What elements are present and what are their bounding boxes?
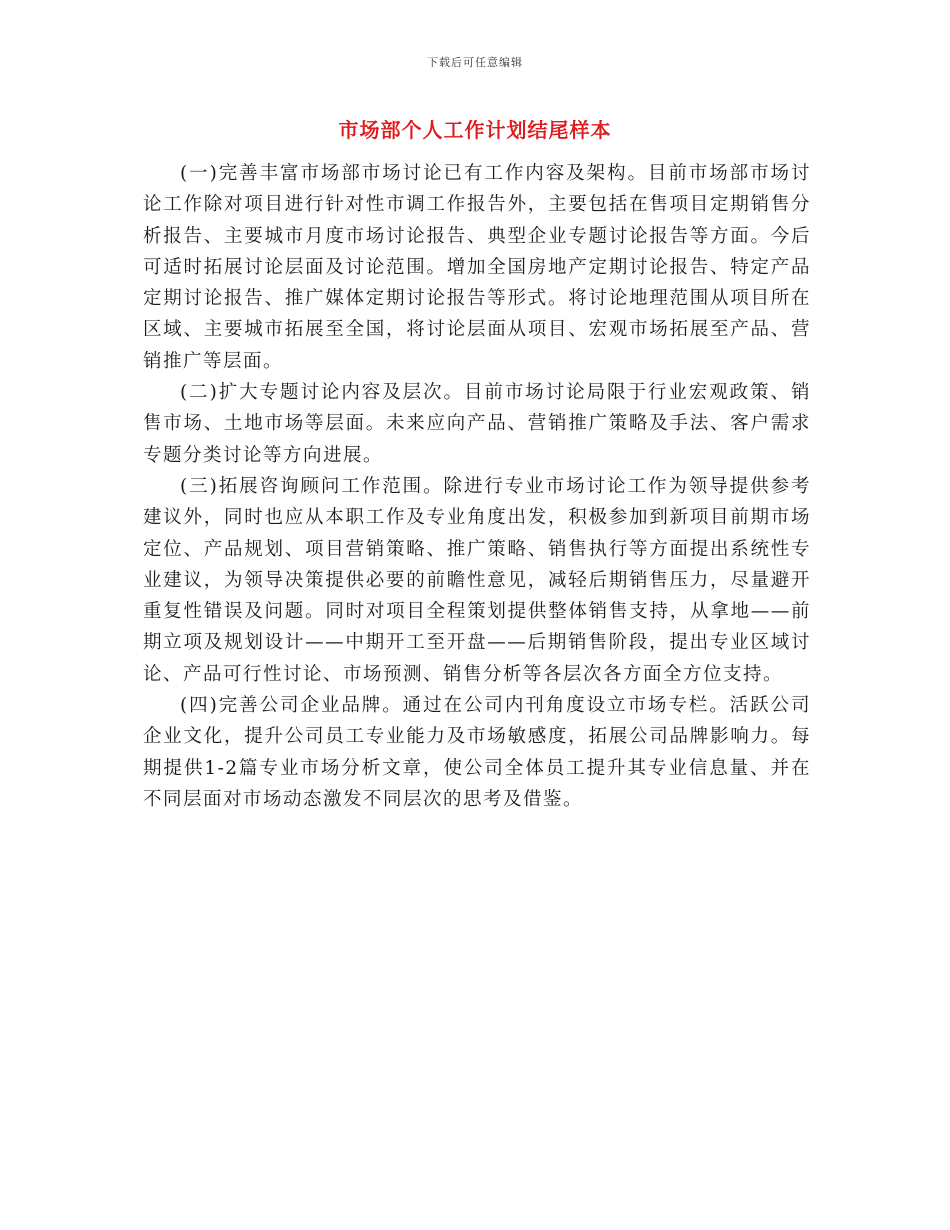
document-title: 市场部个人工作计划结尾样本 bbox=[338, 118, 612, 142]
paragraph-3: (三)拓展咨询顾问工作范围。除进行专业市场讨论工作为领导提供参考建议外，同时也应从本职工作及专业角度出发，积极参加到新项目前期市场定位、产品规划、项目营销策略、推广策略、销售执行等方面提出系统性专业建议，为领导决策提供必要的前瞻性意见，减轻后期销售压力，尽量避开重复性错误及问题。同时对项目全程策划提供整体销售支持，从拿地——前期立项及规划设计——中期开工至开盘——后期销售阶段，提出专业区域讨论、产品可行性讨论、市场预测、销售分析等各层次各方面全方位支持。 bbox=[143, 475, 811, 685]
page-header-note: 下载后可任意编辑 bbox=[427, 56, 523, 69]
paragraph-4: (四)完善公司企业品牌。通过在公司内刊角度设立市场专栏。活跃公司企业文化，提升公司员工专业能力及市场敏感度，拓展公司品牌影响力。每期提供1-2篇专业市场分析文章，使公司全体员工提升其专业信息量、并在不同层面对市场动态激发不同层次的思考及借鉴。 bbox=[143, 695, 811, 810]
paragraph-1: (一)完善丰富市场部市场讨论已有工作内容及架构。目前市场部市场讨论工作除对项目进行针对性市调工作报告外，主要包括在售项目定期销售分析报告、主要城市月度市场讨论报告、典型企业专题讨论报告等方面。今后可适时拓展讨论层面及讨论范围。增加全国房地产定期讨论报告、特定产品定期讨论报告、推广媒体定期讨论报告等形式。将讨论地理范围从项目所在区域、主要城市拓展至全国，将讨论层面从项目、宏观市场拓展至产品、营销推广等层面。 bbox=[143, 163, 811, 372]
document-body bbox=[143, 158, 811, 815]
paragraph-2: (二)扩大专题讨论内容及层次。目前市场讨论局限于行业宏观政策、销售市场、土地市场等层面。未来应向产品、营销推广策略及手法、客户需求专题分类讨论等方向进展。 bbox=[143, 382, 811, 466]
